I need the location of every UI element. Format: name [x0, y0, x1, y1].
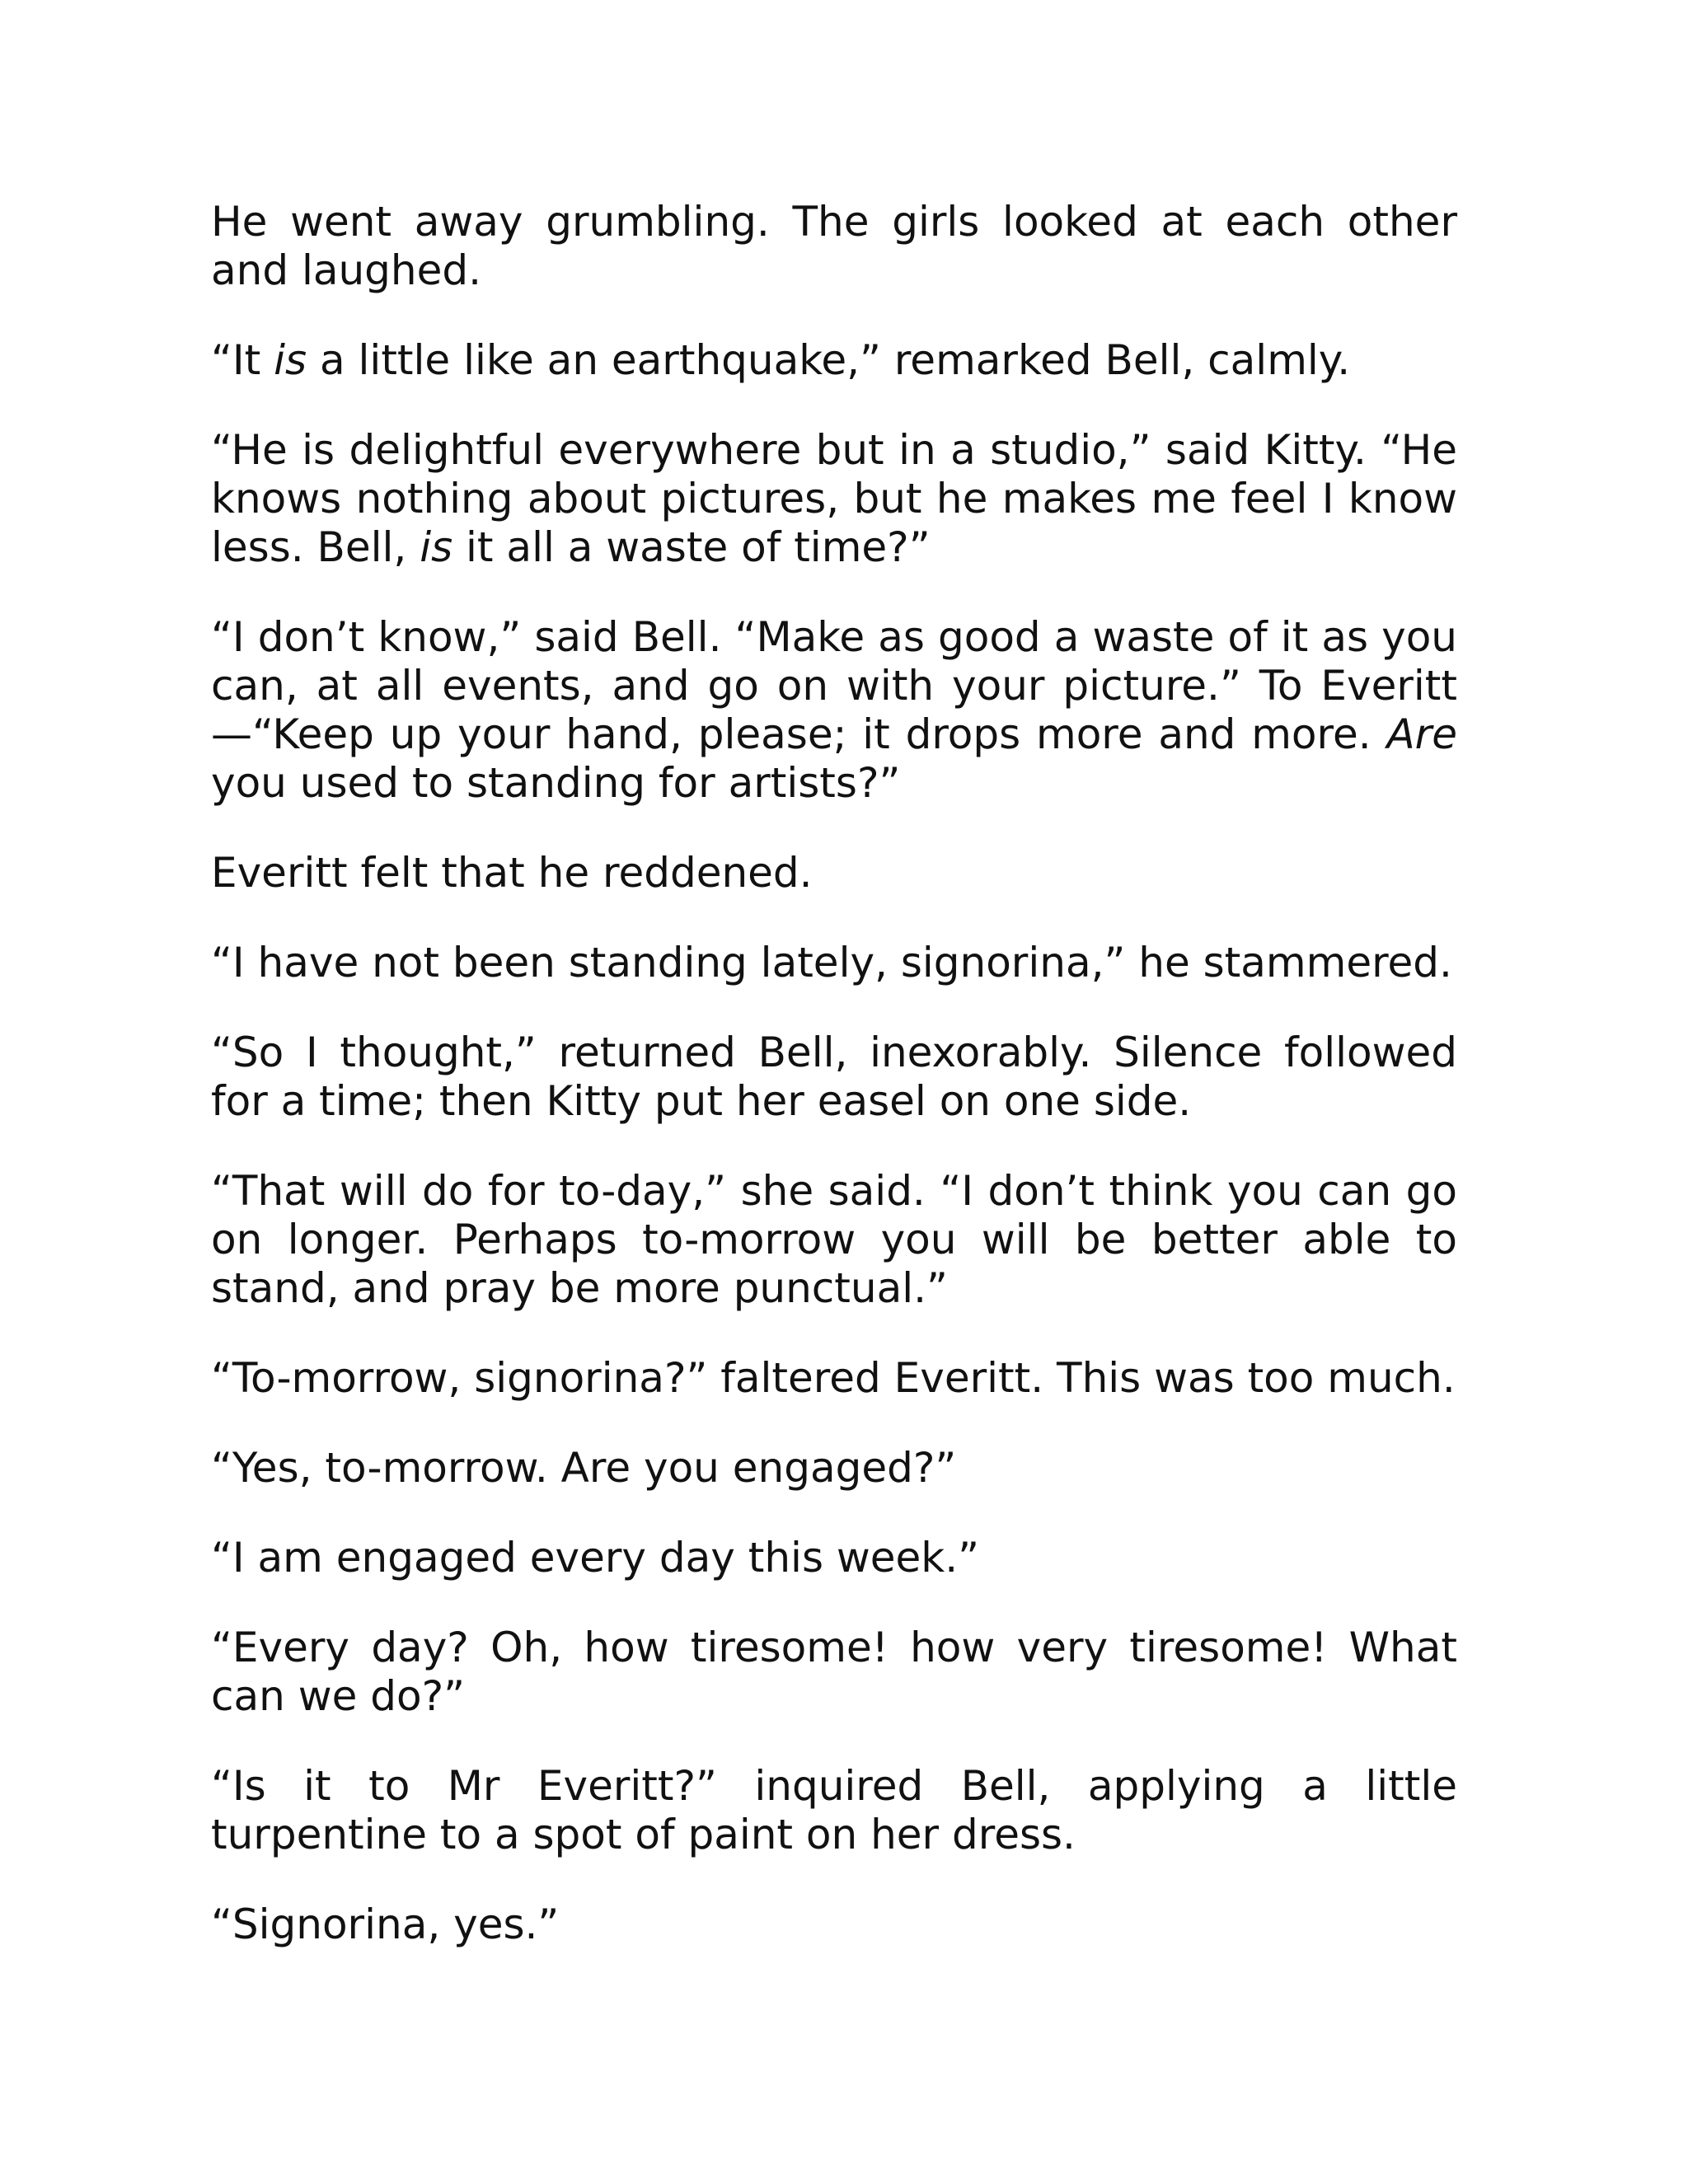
paragraph-text: He went away grumbling. The girls looked at each other and laughed.	[211, 198, 1457, 294]
paragraph	[211, 613, 1457, 808]
emphasis-text: is	[420, 523, 453, 571]
paragraph	[211, 849, 1457, 898]
paragraph-text: it all a waste of time?”	[452, 523, 931, 571]
paragraph	[211, 939, 1457, 987]
paragraph	[211, 1354, 1457, 1403]
paragraph-text: “So I thought,” returned Bell, inexorably. Silence followed for a time; then Kitty put her easel on one side.	[211, 1029, 1457, 1125]
paragraph	[211, 336, 1457, 385]
paragraph-text: “I don’t know,” said Bell. “Make as good a waste of it as you can, at all events, and go on with your picture.” To Everitt —“Keep up your hand, please; it drops more and more.	[211, 613, 1457, 758]
emphasis-text: is	[274, 336, 307, 384]
paragraph-text: “To-morrow, signorina?” faltered Everitt. This was too much.	[211, 1354, 1456, 1402]
paragraph-text: you used to standing for artists?”	[211, 759, 901, 807]
paragraph-text: “I have not been standing lately, signorina,” he stammered.	[211, 939, 1452, 987]
paragraph	[211, 1534, 1457, 1582]
paragraph	[211, 1167, 1457, 1313]
paragraph-text: “Yes, to-morrow. Are you engaged?”	[211, 1444, 957, 1492]
paragraph	[211, 1624, 1457, 1721]
paragraph	[211, 426, 1457, 572]
emphasis-text: Are	[1386, 710, 1457, 758]
paragraph-text: “He is delightful everywhere but in a studio,” said Kitty. “He knows nothing about pictures, but he makes me feel I know less. Bell,	[211, 426, 1457, 571]
paragraph-text: a little like an earthquake,” remarked Bell, calmly.	[307, 336, 1351, 384]
document-page	[211, 198, 1457, 1990]
paragraph-text: “Is it to Mr Everitt?” inquired Bell, applying a little turpentine to a spot of paint on her dress.	[211, 1762, 1457, 1858]
paragraph-text: “That will do for to-day,” she said. “I don’t think you can go on longer. Perhaps to-morrow you will be better able to stand, and pray be more punctual.”	[211, 1167, 1457, 1312]
paragraph-text: Everitt felt that he reddened.	[211, 849, 813, 897]
paragraph	[211, 1900, 1457, 1949]
paragraph-text: “Signorina, yes.”	[211, 1900, 560, 1948]
paragraph-text: “Every day? Oh, how tiresome! how very tiresome! What can we do?”	[211, 1624, 1457, 1720]
paragraph-text: “It	[211, 336, 274, 384]
paragraph	[211, 1444, 1457, 1493]
paragraph-text: “I am engaged every day this week.”	[211, 1534, 980, 1582]
paragraph	[211, 1029, 1457, 1126]
paragraph	[211, 1762, 1457, 1859]
paragraph	[211, 198, 1457, 295]
